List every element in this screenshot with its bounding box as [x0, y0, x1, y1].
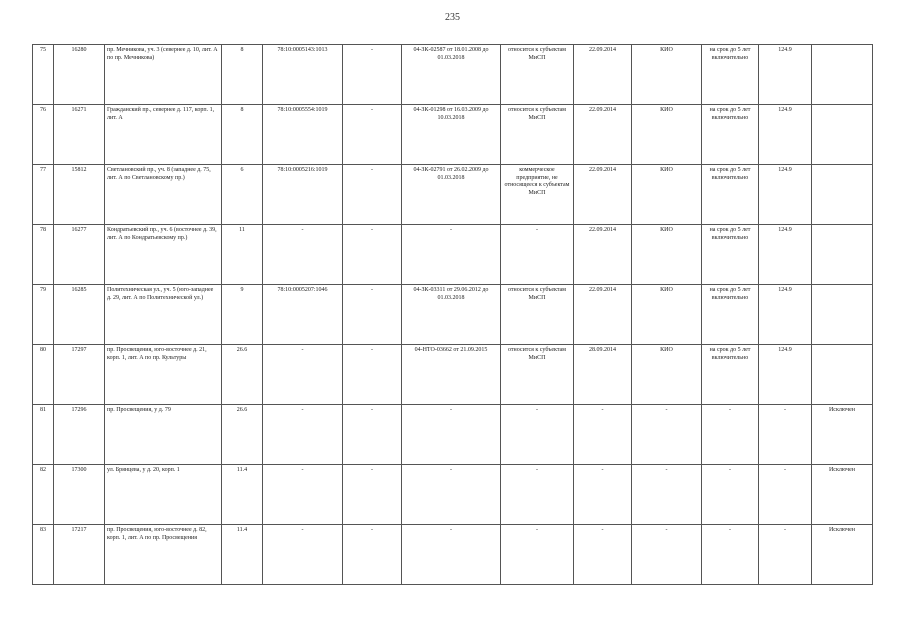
cell-contract: -: [402, 525, 501, 585]
cell-rate: 124.9: [759, 105, 812, 165]
cell-address: Политехническая ул., уч. 5 (юго-западнее д. 29, лит. А по Политехнической ул.): [105, 285, 222, 345]
cell-category: -: [501, 225, 574, 285]
cell-object-code: 15812: [54, 165, 105, 225]
cell-note: [812, 165, 873, 225]
cell-category: -: [501, 405, 574, 465]
cell-term: на срок до 5 лет включительно: [702, 285, 759, 345]
cell-address: Кондратьевский пр., уч. 6 (восточнее д. 39, лит. А по Кондратьевскому пр.): [105, 225, 222, 285]
cell-row-number: 81: [33, 405, 54, 465]
cell-cadastral-number: -: [263, 345, 343, 405]
cell-object-code: 17217: [54, 525, 105, 585]
cell-authority: КИО: [632, 345, 702, 405]
cell-authority: -: [632, 405, 702, 465]
cell-authority: КИО: [632, 225, 702, 285]
cell-term: на срок до 5 лет включительно: [702, 225, 759, 285]
cell-cadastral-number: -: [263, 405, 343, 465]
cell-note: [812, 45, 873, 105]
cell-date: 22.09.2014: [574, 165, 632, 225]
cell-date: -: [574, 525, 632, 585]
cell-object-code: 17296: [54, 405, 105, 465]
cell-area: 11.4: [222, 465, 263, 525]
cell-cadastral-number: -: [263, 525, 343, 585]
cell-row-number: 76: [33, 105, 54, 165]
cell-extra-info: -: [343, 525, 402, 585]
cell-term: на срок до 5 лет включительно: [702, 345, 759, 405]
register-table-body: [33, 45, 873, 585]
cell-row-number: 80: [33, 345, 54, 405]
cell-area: 11: [222, 225, 263, 285]
table-row: [33, 165, 873, 225]
cell-term: на срок до 5 лет включительно: [702, 45, 759, 105]
cell-address: пр. Просвещения, юго-восточнее д. 21, корп. 1, лит. А по пр. Культуры: [105, 345, 222, 405]
cell-authority: КИО: [632, 165, 702, 225]
cell-category: относится к субъектам МиСП: [501, 105, 574, 165]
cell-rate: -: [759, 405, 812, 465]
cell-term: на срок до 5 лет включительно: [702, 165, 759, 225]
cell-area: 8: [222, 105, 263, 165]
cell-address: пр. Просвещения, юго-восточнее д. 82, корп. 1, лит. А по пр. Просвещения: [105, 525, 222, 585]
cell-address: пр. Просвещения, у д. 79: [105, 405, 222, 465]
register-table: [32, 44, 873, 585]
cell-authority: -: [632, 525, 702, 585]
cell-extra-info: -: [343, 165, 402, 225]
cell-row-number: 83: [33, 525, 54, 585]
cell-contract: -: [402, 225, 501, 285]
cell-contract: 04-ЗК-02587 от 18.01.2008 до 01.03.2018: [402, 45, 501, 105]
cell-authority: КИО: [632, 105, 702, 165]
cell-date: 22.09.2014: [574, 225, 632, 285]
cell-note: Исключен: [812, 405, 873, 465]
cell-extra-info: -: [343, 225, 402, 285]
cell-object-code: 16285: [54, 285, 105, 345]
cell-term: -: [702, 405, 759, 465]
cell-extra-info: -: [343, 285, 402, 345]
cell-rate: 124.9: [759, 45, 812, 105]
cell-category: относится к субъектам МиСП: [501, 285, 574, 345]
cell-term: -: [702, 465, 759, 525]
cell-date: -: [574, 465, 632, 525]
cell-date: 28.09.2014: [574, 345, 632, 405]
cell-object-code: 17297: [54, 345, 105, 405]
cell-area: 8: [222, 45, 263, 105]
cell-category: коммерческое предприятие, не относящееся к субъектам МиСП: [501, 165, 574, 225]
cell-address: ул. Брянцева, у д. 20, корп. 1: [105, 465, 222, 525]
cell-contract: -: [402, 405, 501, 465]
cell-contract: 04-ЗК-01298 от 16.03.2009 до 10.03.2018: [402, 105, 501, 165]
page-number: 235: [445, 12, 460, 23]
cell-rate: -: [759, 465, 812, 525]
cell-note: [812, 225, 873, 285]
cell-rate: 124.9: [759, 225, 812, 285]
cell-address: Светлановский пр., уч. 8 (западнее д. 75, лит. А по Светлановскому пр.): [105, 165, 222, 225]
cell-cadastral-number: 78:10:0005554:1019: [263, 105, 343, 165]
cell-contract: 04-ЗК-03311 от 29.06.2012 до 01.03.2018: [402, 285, 501, 345]
cell-extra-info: -: [343, 465, 402, 525]
cell-rate: 124.9: [759, 285, 812, 345]
cell-contract: -: [402, 465, 501, 525]
cell-contract: 04-НТО-03662 от 21.09.2015: [402, 345, 501, 405]
cell-category: -: [501, 525, 574, 585]
cell-note: Исключен: [812, 525, 873, 585]
cell-term: на срок до 5 лет включительно: [702, 105, 759, 165]
cell-object-code: 16277: [54, 225, 105, 285]
cell-address: Гражданский пр., севернее д. 117, корп. 1, лит. А: [105, 105, 222, 165]
cell-note: [812, 105, 873, 165]
cell-authority: КИО: [632, 45, 702, 105]
cell-date: 22.09.2014: [574, 45, 632, 105]
table-row: [33, 345, 873, 405]
cell-rate: 124.9: [759, 345, 812, 405]
cell-rate: 124.9: [759, 165, 812, 225]
cell-note: [812, 285, 873, 345]
cell-address: пр. Мечникова, уч. 3 (севернее д. 10, лит. А по пр. Мечникова): [105, 45, 222, 105]
cell-object-code: 17300: [54, 465, 105, 525]
cell-row-number: 75: [33, 45, 54, 105]
cell-extra-info: -: [343, 345, 402, 405]
cell-date: 22.09.2014: [574, 105, 632, 165]
cell-date: 22.09.2014: [574, 285, 632, 345]
cell-area: 6: [222, 165, 263, 225]
cell-category: относится к субъектам МиСП: [501, 345, 574, 405]
cell-object-code: 16271: [54, 105, 105, 165]
cell-cadastral-number: 78:10:0005216:1019: [263, 165, 343, 225]
cell-area: 26.6: [222, 345, 263, 405]
cell-authority: -: [632, 465, 702, 525]
table-row: [33, 405, 873, 465]
cell-term: -: [702, 525, 759, 585]
cell-category: -: [501, 465, 574, 525]
cell-date: -: [574, 405, 632, 465]
table-row: [33, 465, 873, 525]
cell-object-code: 16280: [54, 45, 105, 105]
cell-cadastral-number: 78:10:0005143:1013: [263, 45, 343, 105]
table-row: [33, 525, 873, 585]
table-row: [33, 285, 873, 345]
cell-area: 9: [222, 285, 263, 345]
cell-cadastral-number: -: [263, 225, 343, 285]
cell-authority: КИО: [632, 285, 702, 345]
cell-extra-info: -: [343, 45, 402, 105]
cell-row-number: 78: [33, 225, 54, 285]
cell-extra-info: -: [343, 405, 402, 465]
cell-note: Исключен: [812, 465, 873, 525]
cell-cadastral-number: 78:10:0005207:1046: [263, 285, 343, 345]
table-row: [33, 105, 873, 165]
cell-cadastral-number: -: [263, 465, 343, 525]
table-row: [33, 225, 873, 285]
cell-area: 11.4: [222, 525, 263, 585]
table-row: [33, 45, 873, 105]
cell-row-number: 79: [33, 285, 54, 345]
cell-row-number: 82: [33, 465, 54, 525]
cell-extra-info: -: [343, 105, 402, 165]
cell-category: относится к субъектам МиСП: [501, 45, 574, 105]
cell-area: 26.6: [222, 405, 263, 465]
cell-note: [812, 345, 873, 405]
cell-rate: -: [759, 525, 812, 585]
cell-contract: 04-ЗК-02791 от 26.02.2009 до 01.03.2018: [402, 165, 501, 225]
cell-row-number: 77: [33, 165, 54, 225]
